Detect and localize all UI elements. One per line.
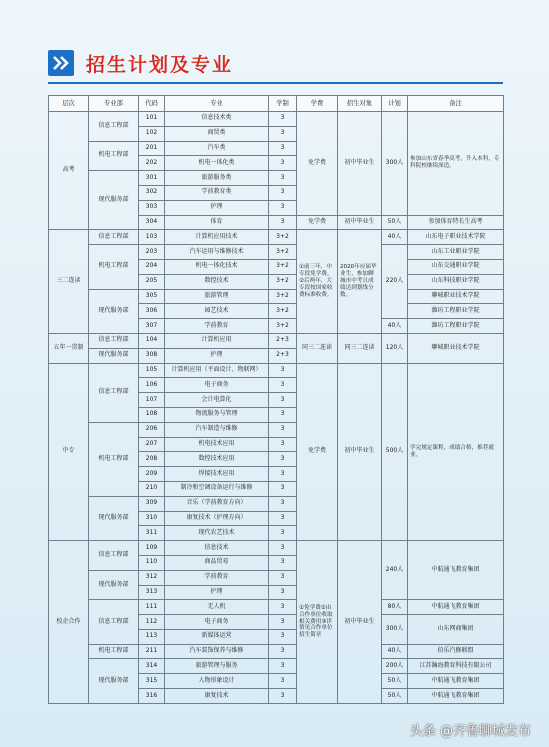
level-cell: 中专 <box>49 363 89 541</box>
code-cell: 314 <box>139 659 165 674</box>
code-cell: 207 <box>139 437 165 452</box>
years-cell: 3 <box>269 156 297 171</box>
dept-cell: 机电工程部 <box>89 422 139 496</box>
code-cell: 308 <box>139 348 165 363</box>
col-header: 学费 <box>297 96 338 112</box>
major-cell: 机电一体化技术 <box>165 259 269 274</box>
major-cell: 无人机 <box>165 600 269 615</box>
dept-cell: 现代服务部 <box>89 171 139 230</box>
major-cell: 学前教育 <box>165 570 269 585</box>
col-header: 专业 <box>165 96 269 112</box>
code-cell: 304 <box>139 215 165 230</box>
plan-cell: 120人 <box>382 333 408 363</box>
years-cell: 3 <box>269 171 297 186</box>
code-cell: 315 <box>139 674 165 689</box>
dept-cell: 机电工程部 <box>89 245 139 289</box>
major-cell: 汽车制造与维修 <box>165 422 269 437</box>
major-cell: 旅游管理与服务 <box>165 659 269 674</box>
table-row <box>49 333 504 348</box>
col-header: 计划 <box>382 96 408 112</box>
fee-cell: ①前三年，中专段免学费。②后两年，大专段按国家收费标准收费。 <box>297 230 338 334</box>
years-cell: 3 <box>269 452 297 467</box>
plan-cell: 40人 <box>382 644 408 659</box>
fee-cell: 免学费 <box>297 215 338 230</box>
plan-cell: 40人 <box>382 319 408 334</box>
remark-cell: 伯乐汽修联盟 <box>408 644 504 659</box>
years-cell: 3+2 <box>269 289 297 304</box>
fee-cell: 免学费 <box>297 112 338 216</box>
dept-cell: 信息工程部 <box>89 600 139 644</box>
code-cell: 101 <box>139 112 165 127</box>
major-cell: 人物形象设计 <box>165 674 269 689</box>
major-cell: 护理 <box>165 200 269 215</box>
years-cell: 3 <box>269 378 297 393</box>
code-cell: 204 <box>139 259 165 274</box>
table-row <box>49 541 504 556</box>
code-cell: 202 <box>139 156 165 171</box>
dept-cell: 现代服务部 <box>89 348 139 363</box>
level-cell: 高考 <box>49 112 89 230</box>
years-cell: 2+3 <box>269 348 297 363</box>
major-cell: 汽车装饰保养与维修 <box>165 644 269 659</box>
years-cell: 3 <box>269 570 297 585</box>
plan-cell: 300人 <box>382 112 408 216</box>
major-cell: 电子商务 <box>165 615 269 630</box>
major-cell: 数控技术 <box>165 274 269 289</box>
code-cell: 105 <box>139 363 165 378</box>
major-cell: 现代农艺技术 <box>165 526 269 541</box>
remark-cell: 山东工业职业学院 <box>408 245 504 260</box>
table-row <box>49 245 504 260</box>
target-cell: 初中毕业生 <box>338 112 382 216</box>
plan-cell: 220人 <box>382 245 408 319</box>
years-cell: 3 <box>269 511 297 526</box>
years-cell: 3 <box>269 467 297 482</box>
years-cell: 3+2 <box>269 245 297 260</box>
code-cell: 306 <box>139 304 165 319</box>
major-cell: 计算机应用 <box>165 333 269 348</box>
dept-cell: 机电工程部 <box>89 644 139 659</box>
remark-cell: 中航通飞教育集团 <box>408 689 504 704</box>
years-cell: 3 <box>269 422 297 437</box>
years-cell: 3 <box>269 363 297 378</box>
code-cell: 107 <box>139 393 165 408</box>
code-cell: 303 <box>139 200 165 215</box>
code-cell: 305 <box>139 289 165 304</box>
col-header: 招生对象 <box>338 96 382 112</box>
table-header-row <box>49 96 504 112</box>
fee-cell: 同三二连读 <box>297 333 338 363</box>
years-cell: 3 <box>269 689 297 704</box>
col-header: 备注 <box>408 96 504 112</box>
code-cell: 211 <box>139 644 165 659</box>
code-cell: 104 <box>139 333 165 348</box>
plan-cell: 80人 <box>382 600 408 615</box>
years-cell: 3 <box>269 215 297 230</box>
years-cell: 3+2 <box>269 304 297 319</box>
major-cell: 机电一体化类 <box>165 156 269 171</box>
major-cell: 商品贸易 <box>165 555 269 570</box>
dept-cell: 现代服务部 <box>89 496 139 540</box>
col-header: 层次 <box>49 96 89 112</box>
years-cell: 3 <box>269 437 297 452</box>
major-cell: 康复技术（护理方向） <box>165 511 269 526</box>
code-cell: 103 <box>139 230 165 245</box>
title-underline <box>48 82 503 84</box>
code-cell: 210 <box>139 481 165 496</box>
plan-cell: 500人 <box>382 363 408 541</box>
target-cell: 2020年应届毕业生，参加聊城市中考且成绩达到划线分数。 <box>338 230 382 334</box>
years-cell: 3 <box>269 555 297 570</box>
remark-cell: 参加体育特长生高考 <box>408 215 504 230</box>
target-cell: 初中毕业生 <box>338 541 382 704</box>
code-cell: 208 <box>139 452 165 467</box>
remark-cell: 中航通飞教育集团 <box>408 541 504 600</box>
table-row <box>49 112 504 127</box>
remark-cell: 山东科技职业学院 <box>408 274 504 289</box>
target-cell: 同三二连读 <box>338 333 382 363</box>
code-cell: 311 <box>139 526 165 541</box>
years-cell: 3 <box>269 496 297 511</box>
remark-cell: 中航通飞教育集团 <box>408 600 504 615</box>
table-row <box>49 644 504 659</box>
col-header: 代码 <box>139 96 165 112</box>
table-row <box>49 289 504 304</box>
code-cell: 206 <box>139 422 165 437</box>
code-cell: 302 <box>139 185 165 200</box>
dept-cell: 信息工程部 <box>89 541 139 571</box>
table-row <box>49 659 504 674</box>
years-cell: 3 <box>269 200 297 215</box>
double-chevron-icon <box>48 50 74 76</box>
years-cell: 3 <box>269 393 297 408</box>
code-cell: 110 <box>139 555 165 570</box>
plan-cell: 50人 <box>382 674 408 689</box>
major-cell: 康复技术 <box>165 689 269 704</box>
major-cell: 护理 <box>165 348 269 363</box>
table-row <box>49 600 504 615</box>
major-cell: 学前教育类 <box>165 185 269 200</box>
years-cell: 3 <box>269 112 297 127</box>
fee-cell: ①免学费②由合作单位收取相关费用③详情见合作单位招生简章 <box>297 541 338 704</box>
years-cell: 3 <box>269 585 297 600</box>
target-cell: 初中毕业生 <box>338 215 382 230</box>
years-cell: 3 <box>269 644 297 659</box>
code-cell: 112 <box>139 615 165 630</box>
code-cell: 111 <box>139 600 165 615</box>
years-cell: 3 <box>269 185 297 200</box>
target-cell: 初中毕业生 <box>338 363 382 541</box>
code-cell: 109 <box>139 541 165 556</box>
years-cell: 3+2 <box>269 230 297 245</box>
major-cell: 电子商务 <box>165 378 269 393</box>
code-cell: 102 <box>139 126 165 141</box>
col-header: 学制 <box>269 96 297 112</box>
major-cell: 信息技术类 <box>165 112 269 127</box>
years-cell: 3 <box>269 141 297 156</box>
code-cell: 209 <box>139 467 165 482</box>
code-cell: 108 <box>139 407 165 422</box>
table-row <box>49 230 504 245</box>
major-cell: 计算机应用（平面设计、物联网） <box>165 363 269 378</box>
major-cell: 旅游管理 <box>165 289 269 304</box>
remark-cell: 学完规定课程，成绩合格，推荐就业。 <box>408 363 504 541</box>
source-watermark: 头条 @齐鲁聊城发布 <box>409 724 531 739</box>
code-cell: 307 <box>139 319 165 334</box>
table-row <box>49 363 504 378</box>
dept-cell: 信息工程部 <box>89 230 139 245</box>
major-cell: 体育 <box>165 215 269 230</box>
remark-cell: 江苏瀚海教育科技有限公司 <box>408 659 504 674</box>
col-header: 专业部 <box>89 96 139 112</box>
remark-cell: 潍坊工程职业学院 <box>408 319 504 334</box>
remark-cell: 山东网商集团 <box>408 615 504 645</box>
years-cell: 3 <box>269 659 297 674</box>
code-cell: 113 <box>139 629 165 644</box>
dept-cell: 现代服务部 <box>89 570 139 600</box>
remark-cell: 潍坊工程职业学院 <box>408 304 504 319</box>
major-cell: 机电技术应用 <box>165 437 269 452</box>
major-cell: 旅游服务类 <box>165 171 269 186</box>
major-cell: 护理 <box>165 585 269 600</box>
years-cell: 3 <box>269 615 297 630</box>
level-cell: 五年一贯制 <box>49 333 89 363</box>
years-cell: 3 <box>269 674 297 689</box>
code-cell: 203 <box>139 245 165 260</box>
dept-cell: 信息工程部 <box>89 333 139 348</box>
plan-cell: 50人 <box>382 215 408 230</box>
enrollment-plan-table <box>48 95 504 704</box>
major-cell: 计算机应用技术 <box>165 230 269 245</box>
major-cell: 音乐（学前教育方向） <box>165 496 269 511</box>
code-cell: 309 <box>139 496 165 511</box>
years-cell: 3 <box>269 126 297 141</box>
plan-cell: 50人 <box>382 689 408 704</box>
code-cell: 106 <box>139 378 165 393</box>
code-cell: 312 <box>139 570 165 585</box>
remark-cell: 中航通飞教育集团 <box>408 674 504 689</box>
dept-cell: 现代服务部 <box>89 659 139 703</box>
major-cell: 汽车类 <box>165 141 269 156</box>
major-cell: 物流服务与管理 <box>165 407 269 422</box>
major-cell: 学前教育 <box>165 319 269 334</box>
section-header <box>48 46 233 80</box>
years-cell: 3 <box>269 629 297 644</box>
plan-cell: 240人 <box>382 541 408 600</box>
major-cell: 新媒体运营 <box>165 629 269 644</box>
years-cell: 2+3 <box>269 333 297 348</box>
years-cell: 3+2 <box>269 319 297 334</box>
remark-cell: 聊城职业技术学院 <box>408 289 504 304</box>
years-cell: 3 <box>269 526 297 541</box>
code-cell: 313 <box>139 585 165 600</box>
page-title: 招生计划及专业 <box>86 53 234 76</box>
major-cell: 焊接技术应用 <box>165 467 269 482</box>
level-cell: 校企合作 <box>49 541 89 704</box>
remark-cell: 山东电子职业技术学院 <box>408 230 504 245</box>
plan-cell: 40人 <box>382 230 408 245</box>
major-cell: 数控技术应用 <box>165 452 269 467</box>
years-cell: 3 <box>269 481 297 496</box>
remark-cell: 山东交通职业学院 <box>408 259 504 274</box>
dept-cell: 机电工程部 <box>89 141 139 171</box>
years-cell: 3+2 <box>269 259 297 274</box>
code-cell: 310 <box>139 511 165 526</box>
major-cell: 会计电算化 <box>165 393 269 408</box>
years-cell: 3 <box>269 407 297 422</box>
major-cell: 商贸类 <box>165 126 269 141</box>
plan-cell: 200人 <box>382 659 408 674</box>
code-cell: 316 <box>139 689 165 704</box>
code-cell: 205 <box>139 274 165 289</box>
major-cell: 制冷和空调设备运行与维修 <box>165 481 269 496</box>
major-cell: 汽车运用与维修技术 <box>165 245 269 260</box>
years-cell: 3+2 <box>269 274 297 289</box>
level-cell: 三二连读 <box>49 230 89 334</box>
years-cell: 3 <box>269 541 297 556</box>
major-cell: 信息技术 <box>165 541 269 556</box>
fee-cell: 免学费 <box>297 363 338 541</box>
plan-cell: 300人 <box>382 615 408 645</box>
years-cell: 3 <box>269 600 297 615</box>
code-cell: 201 <box>139 141 165 156</box>
dept-cell: 信息工程部 <box>89 112 139 142</box>
dept-cell: 信息工程部 <box>89 363 139 422</box>
remark-cell: 参加山东省春季高考，升入本科，专科院校继续深造。 <box>408 112 504 216</box>
remark-cell: 聊城职业技术学院 <box>408 333 504 363</box>
major-cell: 园艺技术 <box>165 304 269 319</box>
code-cell: 301 <box>139 171 165 186</box>
dept-cell: 现代服务部 <box>89 289 139 333</box>
